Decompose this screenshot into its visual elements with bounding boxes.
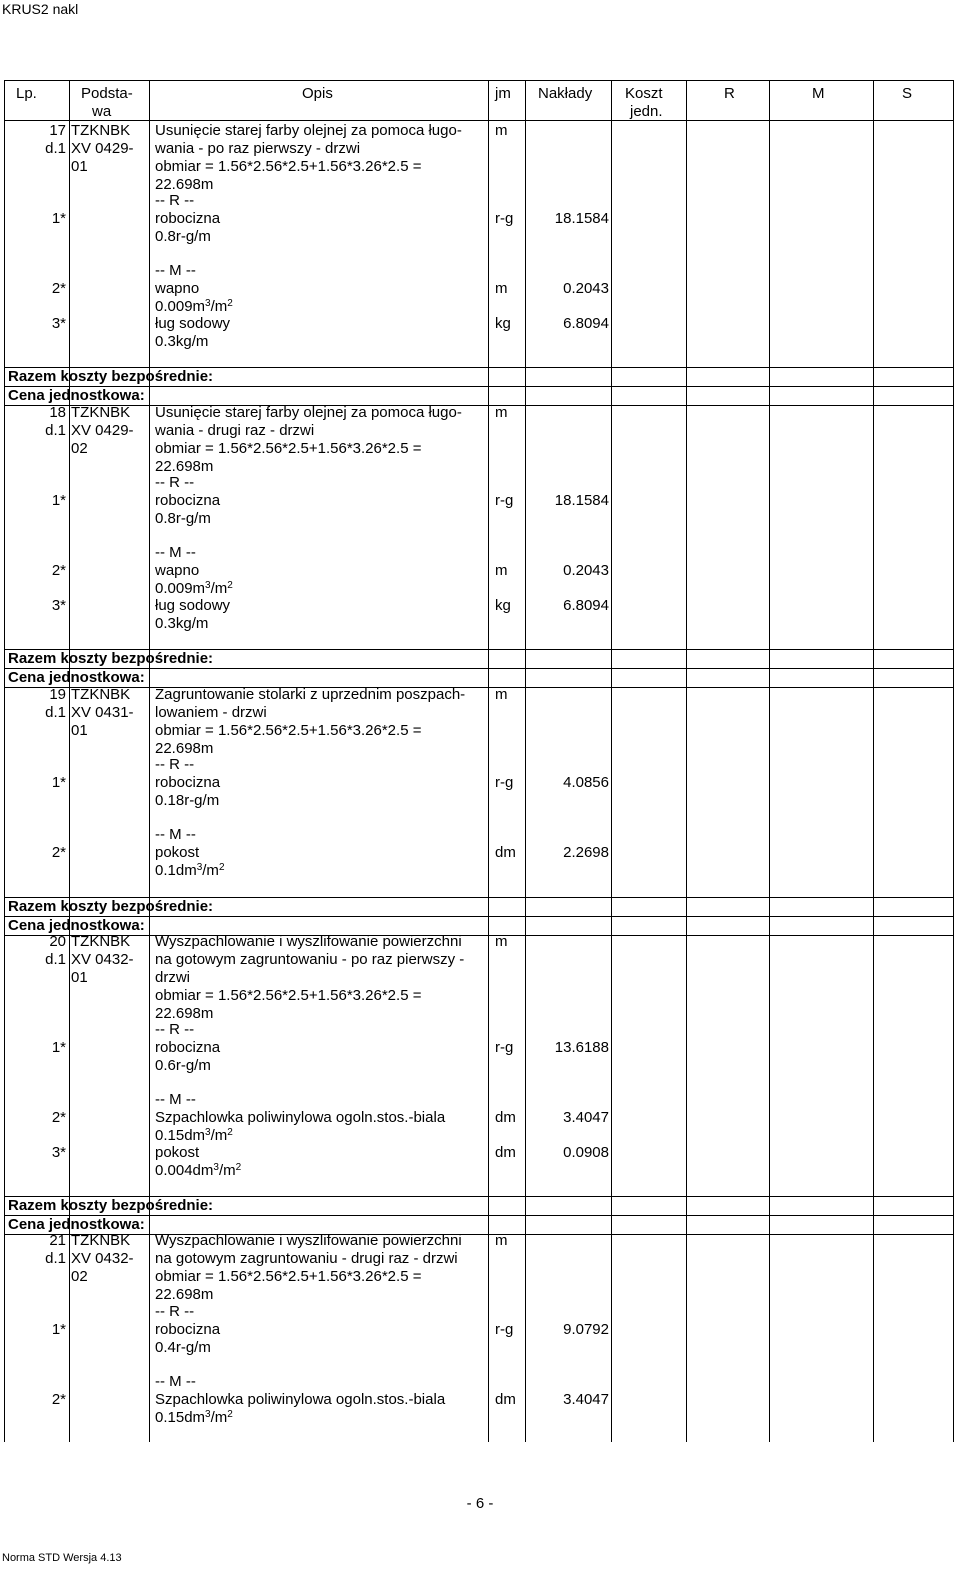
item-lp: 20 xyxy=(49,933,66,950)
resource-quantity: 9.0792 xyxy=(563,1321,609,1338)
item-basis: XV 0429- xyxy=(71,422,134,439)
summary-razem: Razem koszty bezpośrednie: xyxy=(8,1197,214,1214)
superscript: 3 xyxy=(205,1127,211,1138)
resource-section: -- M -- xyxy=(155,1373,196,1390)
resource-number: 2* xyxy=(51,1109,66,1126)
resource-number: 2* xyxy=(51,1391,66,1408)
item-description: Wyszpachlowanie i wyszlifowanie powierzchni xyxy=(155,933,462,950)
item-description: wania - po raz pierwszy - drzwi xyxy=(155,140,361,157)
resource-quantity: 0.2043 xyxy=(563,280,609,297)
resource-section: -- R -- xyxy=(155,192,195,209)
resource-name: robocizna xyxy=(155,492,221,509)
resource-name: pokost xyxy=(155,1144,200,1161)
item-description: na gotowym zagruntowaniu - drugi raz - drzwi xyxy=(155,1250,458,1267)
item-description: wania - drugi raz - drzwi xyxy=(155,422,315,439)
resource-name: wapno xyxy=(155,280,200,297)
header-jm: jm xyxy=(495,85,511,102)
summary-rule xyxy=(4,1215,953,1216)
summary-rule xyxy=(4,1234,953,1235)
resource-number: 2* xyxy=(51,844,66,861)
summary-cena: Cena jednostkowa: xyxy=(8,917,145,934)
resource-unit: r-g xyxy=(495,774,514,791)
resource-number: 1* xyxy=(51,492,66,509)
item-lp: 21 xyxy=(49,1232,66,1249)
superscript: 3 xyxy=(205,298,211,309)
table-column-rule xyxy=(873,80,874,1442)
item-total: 22.698m xyxy=(155,1005,214,1022)
summary-rule xyxy=(4,916,953,917)
table-column-rule xyxy=(769,80,770,1442)
table-column-rule xyxy=(953,80,954,1442)
item-description: obmiar = 1.56*2.56*2.5+1.56*3.26*2.5 = xyxy=(155,722,422,739)
resource-number: 3* xyxy=(51,1144,66,1161)
header-opis: Opis xyxy=(302,85,333,102)
resource-norm: $0.1dm^3/m^2$ xyxy=(155,862,225,879)
resource-norm: 0.8r-g/m xyxy=(155,228,211,245)
resource-norm: 0.6r-g/m xyxy=(155,1057,211,1074)
item-description: na gotowym zagruntowaniu - po raz pierwszy - xyxy=(155,951,465,968)
item-description: lowaniem - drzwi xyxy=(155,704,267,721)
table-column-rule xyxy=(611,80,612,1442)
header-top-rule xyxy=(4,80,953,81)
resource-quantity: 3.4047 xyxy=(563,1391,609,1408)
resource-section: -- M -- xyxy=(155,1091,196,1108)
resource-norm: $0.15dm^3/m^2$ xyxy=(155,1409,233,1426)
resource-number: 2* xyxy=(51,280,66,297)
resource-unit: kg xyxy=(495,597,511,614)
resource-name: ług sodowy xyxy=(155,597,231,614)
item-lp: 17 xyxy=(49,122,66,139)
header-lp: Lp. xyxy=(16,85,37,102)
item-basis: TZKNBK xyxy=(71,1232,131,1249)
superscript: 2 xyxy=(218,862,225,873)
resource-unit: m xyxy=(495,562,508,579)
header-m: M xyxy=(812,85,825,102)
resource-number: 3* xyxy=(51,597,66,614)
resource-name: Szpachlowka poliwinylowa ogoln.stos.-biala xyxy=(155,1391,446,1408)
resource-quantity: 3.4047 xyxy=(563,1109,609,1126)
resource-norm: $0.15dm^3/m^2$ xyxy=(155,1127,233,1144)
item-basis: XV 0429- xyxy=(71,140,134,157)
superscript: 2 xyxy=(227,1127,233,1138)
item-unit: m xyxy=(495,122,508,139)
resource-section: -- M -- xyxy=(155,544,196,561)
header-r: R xyxy=(724,85,735,102)
resource-name: robocizna xyxy=(155,1039,221,1056)
item-description: obmiar = 1.56*2.56*2.5+1.56*3.26*2.5 = xyxy=(155,440,422,457)
resource-section: -- R -- xyxy=(155,474,195,491)
resource-name: pokost xyxy=(155,844,200,861)
summary-rule xyxy=(4,687,953,688)
summary-razem: Razem koszty bezpośrednie: xyxy=(8,650,214,667)
item-total: 22.698m xyxy=(155,458,214,475)
resource-number: 1* xyxy=(51,1039,66,1056)
resource-quantity: 13.6188 xyxy=(554,1039,609,1056)
item-lp: 19 xyxy=(49,686,66,703)
summary-razem: Razem koszty bezpośrednie: xyxy=(8,898,214,915)
resource-norm: 0.3kg/m xyxy=(155,333,209,350)
superscript: 3 xyxy=(196,862,203,873)
item-basis: TZKNBK xyxy=(71,404,131,421)
resource-unit: r-g xyxy=(495,492,514,509)
resource-name: robocizna xyxy=(155,1321,221,1338)
resource-norm: $0.004dm^3/m^2$ xyxy=(155,1162,242,1179)
item-total: 22.698m xyxy=(155,176,214,193)
item-description: obmiar = 1.56*2.56*2.5+1.56*3.26*2.5 = xyxy=(155,158,422,175)
resource-number: 1* xyxy=(51,210,66,227)
item-basis: 02 xyxy=(71,440,88,457)
resource-norm: 0.3kg/m xyxy=(155,615,209,632)
item-description: Wyszpachlowanie i wyszlifowanie powierzchni xyxy=(155,1232,462,1249)
header-naklady: Nakłady xyxy=(538,85,593,102)
item-basis: 01 xyxy=(71,158,88,175)
resource-unit: m xyxy=(495,280,508,297)
item-basis: 01 xyxy=(71,722,88,739)
resource-section: -- M -- xyxy=(155,262,196,279)
item-lp: d.1 xyxy=(45,422,66,439)
superscript: 3 xyxy=(205,580,211,591)
resource-quantity: 4.0856 xyxy=(563,774,609,791)
item-basis: TZKNBK xyxy=(71,933,131,950)
item-lp: d.1 xyxy=(45,951,66,968)
resource-unit: dm xyxy=(495,844,516,861)
resource-unit: kg xyxy=(495,315,511,332)
resource-name: ług sodowy xyxy=(155,315,231,332)
footer-version: Norma STD Wersja 4.13 xyxy=(2,1552,122,1564)
summary-cena: Cena jednostkowa: xyxy=(8,1216,145,1233)
item-unit: m xyxy=(495,933,508,950)
summary-rule xyxy=(4,897,953,898)
resource-name: robocizna xyxy=(155,774,221,791)
resource-norm: 0.8r-g/m xyxy=(155,510,211,527)
table-column-rule xyxy=(686,80,687,1442)
summary-cena: Cena jednostkowa: xyxy=(8,387,145,404)
item-basis: 01 xyxy=(71,969,88,986)
resource-unit: dm xyxy=(495,1391,516,1408)
table-column-rule xyxy=(149,80,150,1442)
item-unit: m xyxy=(495,404,508,421)
resource-name: Szpachlowka poliwinylowa ogoln.stos.-biala xyxy=(155,1109,446,1126)
resource-quantity: 6.8094 xyxy=(563,597,609,614)
resource-name: wapno xyxy=(155,562,200,579)
resource-norm: 0.18r-g/m xyxy=(155,792,220,809)
summary-rule xyxy=(4,1196,953,1197)
summary-rule xyxy=(4,668,953,669)
item-basis: 02 xyxy=(71,1268,88,1285)
resource-section: -- R -- xyxy=(155,756,195,773)
superscript: 2 xyxy=(227,1409,233,1420)
resource-unit: dm xyxy=(495,1144,516,1161)
item-lp: 18 xyxy=(49,404,66,421)
table-column-rule xyxy=(488,80,489,1442)
superscript: 2 xyxy=(227,580,233,591)
resource-norm: $0.009m^3/m^2$ xyxy=(155,298,233,315)
item-description: obmiar = 1.56*2.56*2.5+1.56*3.26*2.5 = xyxy=(155,987,422,1004)
item-basis: XV 0431- xyxy=(71,704,134,721)
table-column-rule xyxy=(69,80,70,1442)
item-description: drzwi xyxy=(155,969,191,986)
resource-quantity: 18.1584 xyxy=(554,210,609,227)
window-title: KRUS2 nakl xyxy=(2,1,79,17)
item-description: Zagruntowanie stolarki z uprzednim poszpach- xyxy=(155,686,466,703)
summary-rule xyxy=(4,649,953,650)
item-basis: TZKNBK xyxy=(71,122,131,139)
item-total: 22.698m xyxy=(155,1286,214,1303)
resource-number: 2* xyxy=(51,562,66,579)
item-basis: XV 0432- xyxy=(71,1250,134,1267)
resource-section: -- M -- xyxy=(155,826,196,843)
summary-razem: Razem koszty bezpośrednie: xyxy=(8,368,214,385)
header-podstawa-2: wa xyxy=(92,103,112,120)
page-number: - 6 - xyxy=(466,1495,494,1512)
summary-rule xyxy=(4,367,953,368)
header-koszt-1: Koszt xyxy=(625,85,663,102)
item-basis: TZKNBK xyxy=(71,686,131,703)
resource-unit: dm xyxy=(495,1109,516,1126)
resource-quantity: 0.2043 xyxy=(563,562,609,579)
resource-quantity: 18.1584 xyxy=(554,492,609,509)
summary-rule xyxy=(4,386,953,387)
resource-number: 1* xyxy=(51,774,66,791)
resource-section: -- R -- xyxy=(155,1303,195,1320)
resource-section: -- R -- xyxy=(155,1021,195,1038)
resource-unit: r-g xyxy=(495,1321,514,1338)
item-lp: d.1 xyxy=(45,140,66,157)
resource-quantity: 0.0908 xyxy=(563,1144,609,1161)
resource-norm: $0.009m^3/m^2$ xyxy=(155,580,233,597)
resource-unit: r-g xyxy=(495,1039,514,1056)
superscript: 3 xyxy=(213,1162,219,1173)
item-description: Usunięcie starej farby olejnej za pomoca ługo- xyxy=(155,404,462,421)
item-description: Usunięcie starej farby olejnej za pomoca ługo- xyxy=(155,122,462,139)
summary-rule xyxy=(4,935,953,936)
summary-cena: Cena jednostkowa: xyxy=(8,669,145,686)
resource-name: robocizna xyxy=(155,210,221,227)
item-description: obmiar = 1.56*2.56*2.5+1.56*3.26*2.5 = xyxy=(155,1268,422,1285)
superscript: 2 xyxy=(227,298,233,309)
header-bottom-rule xyxy=(4,120,953,121)
resource-norm: 0.4r-g/m xyxy=(155,1339,211,1356)
item-basis: XV 0432- xyxy=(71,951,134,968)
header-koszt-2: jedn. xyxy=(630,103,663,120)
header-podstawa-1: Podsta- xyxy=(81,85,133,102)
resource-number: 3* xyxy=(51,315,66,332)
resource-quantity: 6.8094 xyxy=(563,315,609,332)
resource-unit: r-g xyxy=(495,210,514,227)
superscript: 3 xyxy=(205,1409,211,1420)
item-total: 22.698m xyxy=(155,740,214,757)
item-lp: d.1 xyxy=(45,1250,66,1267)
resource-number: 1* xyxy=(51,1321,66,1338)
resource-quantity: 2.2698 xyxy=(563,844,609,861)
item-lp: d.1 xyxy=(45,704,66,721)
header-s: S xyxy=(902,85,913,102)
summary-rule xyxy=(4,405,953,406)
superscript: 2 xyxy=(235,1162,242,1173)
item-unit: m xyxy=(495,1232,508,1249)
item-unit: m xyxy=(495,686,508,703)
